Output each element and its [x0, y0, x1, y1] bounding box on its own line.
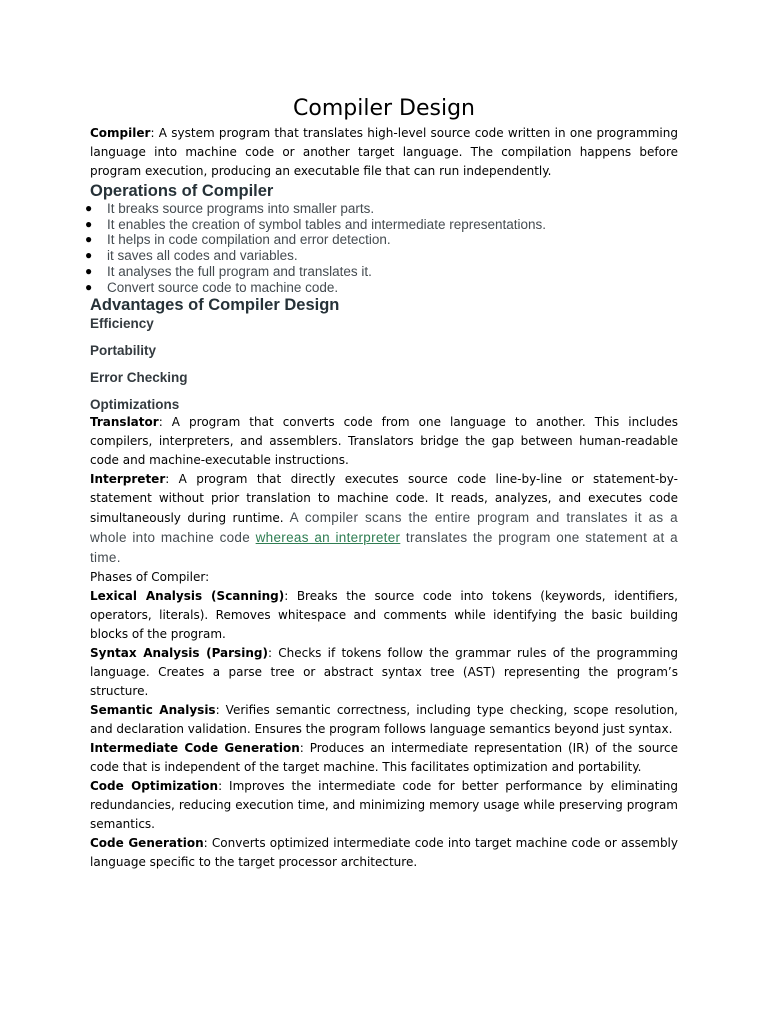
phases-intro: Phases of Compiler: [90, 570, 210, 585]
phase-text: : Breaks the source code into tokens (keywords, identifiers, operators, literals). Removes whitespace and comments while identifying the basic building blocks of the program. [90, 589, 678, 642]
phase-text: : Improves the intermediate code for better performance by eliminating redundancies, reducing execution time, and minimizing memory usage while preserving program semantics. [90, 779, 679, 832]
phase-code-generation [90, 834, 678, 872]
phase-term: Lexical Analysis (Scanning) [90, 589, 285, 604]
translator-definition [90, 413, 678, 470]
interpreter-definition-text: : A program that directly executes source code line-by-line or statement-by-statement without prior translation to machine code. It reads, analyzes, and executes code simultaneously during runtime. [90, 472, 678, 526]
compiler-definition [90, 124, 678, 181]
phase-intermediate-code-generation [90, 739, 678, 777]
compiler-term: Compiler [90, 126, 151, 140]
list-item-text: It enables the creation of symbol tables and intermediate representations. [107, 216, 547, 232]
phase-lexical-analysis [90, 587, 678, 644]
bullet-icon: ● [85, 248, 93, 263]
compiler-vs-interpreter-text: A compiler scans the entire program and translates it as a whole into machine code [90, 510, 678, 546]
interpreter-term: Interpreter [90, 472, 166, 487]
bullet-icon: ● [85, 232, 93, 247]
advantage-efficiency: Efficiency [90, 316, 154, 332]
operations-list [85, 201, 678, 295]
bullet-icon: ● [85, 201, 93, 215]
document-body [85, 0, 679, 872]
advantages-heading: Advantages of Compiler Design [90, 296, 340, 315]
compiler-vs-interpreter-text-end: translates the program one statement at a time. [90, 530, 678, 566]
interpreter-definition [90, 470, 678, 568]
list-item [85, 263, 678, 280]
list-item-text: It helps in code compilation and error detection. [107, 232, 391, 248]
list-item [85, 232, 678, 248]
phase-text: : Produces an intermediate representation (IR) of the source code that is independent of the target machine. This facilitates optimization and portability. [90, 741, 678, 775]
phase-semantic-analysis [90, 701, 678, 739]
phase-term: Syntax Analysis (Parsing) [90, 646, 268, 661]
list-item-text: It breaks source programs into smaller parts. [107, 201, 375, 216]
phase-code-optimization [90, 777, 678, 834]
bullet-icon: ● [85, 279, 93, 294]
advantage-optimizations: Optimizations [90, 397, 180, 413]
bullet-icon: ● [85, 263, 93, 278]
list-item [85, 201, 678, 217]
advantage-error-checking: Error Checking [90, 370, 188, 386]
list-item-text: it saves all codes and variables. [107, 248, 298, 264]
list-item-text: Convert source code to machine code. [107, 279, 339, 295]
interpreter-link[interactable]: whereas an interpreter [255, 530, 401, 546]
phase-term: Code Generation [90, 836, 204, 851]
phase-term: Code Optimization [90, 779, 219, 794]
phase-text: : Checks if tokens follow the grammar rules of the programming language. Creates a parse tree or abstract syntax tree (AST) representing the program’s structure. [90, 646, 678, 699]
phase-term: Semantic Analysis [90, 703, 216, 718]
operations-heading: Operations of Compiler [90, 182, 274, 200]
bullet-icon: ● [85, 216, 93, 231]
translator-term: Translator [90, 415, 159, 430]
list-item [85, 248, 678, 264]
compiler-definition-text: : A system program that translates high-level source code written in one programming language into machine code or another target language. The compilation happens before program execution, producing an executable file that can run independently. [90, 126, 678, 178]
phase-text: : Converts optimized intermediate code into target machine code or assembly language specific to the target processor architecture. [90, 836, 678, 870]
document-title: Compiler Design [293, 96, 475, 121]
phase-syntax-analysis [90, 644, 678, 701]
phase-term: Intermediate Code Generation [90, 741, 300, 756]
phase-text: : Verifies semantic correctness, including type checking, scope resolution, and declaration validation. Ensures the program follows language semantics beyond just syntax. [90, 703, 678, 737]
list-item [85, 216, 678, 233]
list-item [85, 279, 678, 296]
list-item-text: It analyses the full program and translates it. [107, 263, 372, 279]
advantage-portability: Portability [90, 343, 157, 359]
translator-definition-text: : A program that converts code from one language to another. This includes compilers, interpreters, and assemblers. Translators bridge the gap between human-readable code and machine-executable instructions. [90, 415, 678, 468]
